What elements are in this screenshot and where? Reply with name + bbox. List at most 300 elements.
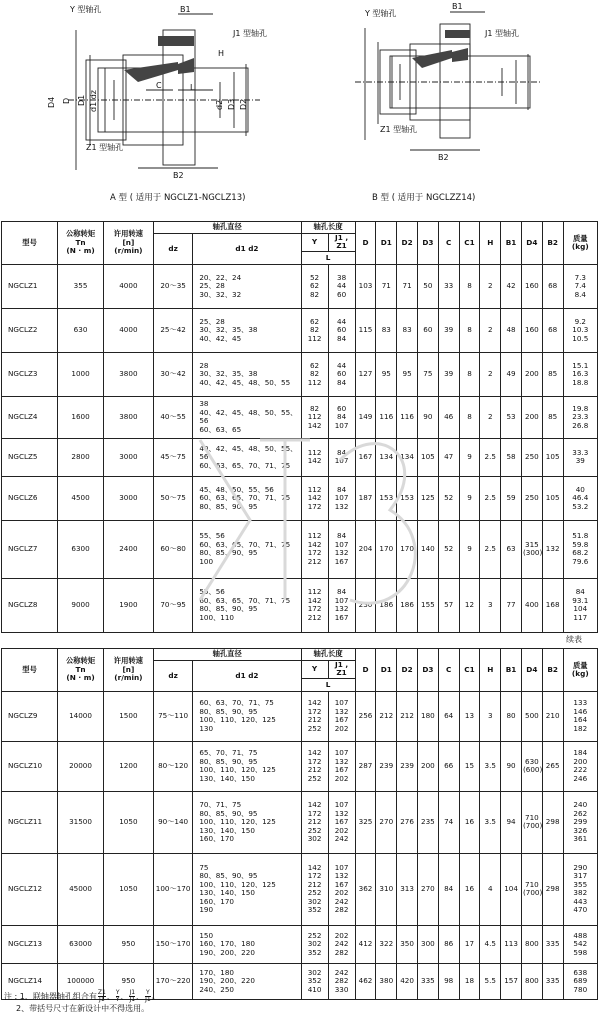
table-row	[2, 791, 598, 853]
cell-speed: 950	[103, 963, 153, 999]
col-D1: D1	[376, 222, 397, 265]
cell-B2: 105	[542, 476, 563, 520]
cell-D1: 270	[376, 791, 397, 853]
cell-torque: 20000	[58, 741, 104, 791]
col-D: D	[355, 222, 376, 265]
col-C: C	[438, 222, 459, 265]
table-1-body	[2, 264, 598, 632]
cell-D2: 420	[397, 963, 418, 999]
cell-D4: 315 (300)	[521, 520, 542, 578]
col-bore-dia: 轴孔直径	[153, 649, 301, 661]
table-row	[2, 308, 598, 352]
cell-C1: 8	[459, 352, 480, 396]
cell-dz: 20～35	[153, 264, 193, 308]
col-j1z1: J1 , Z1	[328, 661, 355, 679]
cell-D1: 239	[376, 741, 397, 791]
cell-D3: 200	[417, 741, 438, 791]
cell-D4: 160	[521, 264, 542, 308]
bore-combination-fraction: $\frac{Y}{Y}$	[115, 989, 120, 1003]
cell-j1z1: 202 242 282	[328, 925, 355, 963]
b-b2-label: B2	[438, 153, 449, 162]
cell-j1z1: 107 132 167 202	[328, 691, 355, 741]
col-d1d2: d1 d2	[193, 234, 301, 265]
table-row	[2, 853, 598, 925]
cell-j1z1: 242 282 330	[328, 963, 355, 999]
cell-speed: 3000	[103, 438, 153, 476]
cell-D3: 75	[417, 352, 438, 396]
cell-D1: 95	[376, 352, 397, 396]
cell-H: 3.5	[480, 791, 501, 853]
cell-D4: 200	[521, 352, 542, 396]
cell-d1d2: 150 160、170、180 190、200、220	[193, 925, 301, 963]
cell-y: 62 82 112	[301, 352, 328, 396]
cell-model: NGCLZ14	[2, 963, 58, 999]
cell-D3: 105	[417, 438, 438, 476]
cell-mass: 638 689 780	[563, 963, 597, 999]
cell-B2: 68	[542, 264, 563, 308]
cell-torque: 6300	[58, 520, 104, 578]
table-row	[2, 396, 598, 438]
col-l: L	[301, 678, 355, 691]
col-H: H	[480, 649, 501, 692]
cell-D2: 153	[397, 476, 418, 520]
cell-D1: 380	[376, 963, 397, 999]
cell-D: 362	[355, 853, 376, 925]
cell-model: NGCLZ4	[2, 396, 58, 438]
cell-j1z1: 107 132 167 202 242 282	[328, 853, 355, 925]
cell-H: 4	[480, 853, 501, 925]
col-C1: C1	[459, 649, 480, 692]
cell-D3: 140	[417, 520, 438, 578]
cell-H: 3	[480, 691, 501, 741]
cell-D1: 116	[376, 396, 397, 438]
cell-D: 412	[355, 925, 376, 963]
cell-D4: 250	[521, 476, 542, 520]
cell-mass: 290 317 355 382 443 470	[563, 853, 597, 925]
drawing-b-caption: B 型 ( 适用于 NGCLZZ14)	[372, 193, 476, 203]
b-j1-hole-label: J1 型轴孔	[485, 29, 519, 38]
cell-j1z1: 84 107	[328, 438, 355, 476]
cell-d1d2: 20、22、24 25、28 30、32、32	[193, 264, 301, 308]
cell-D4: 400	[521, 578, 542, 632]
cell-D3: 270	[417, 853, 438, 925]
cell-j1z1: 38 44 60	[328, 264, 355, 308]
table-row	[2, 691, 598, 741]
cell-D2: 313	[397, 853, 418, 925]
cell-H: 3	[480, 578, 501, 632]
cell-d1d2: 70、71、75 80、85、90、95 100、110、120、125 130、140、150 160、170	[193, 791, 301, 853]
coupling-drawing-a	[28, 0, 268, 205]
cell-D3: 125	[417, 476, 438, 520]
cell-B2: 68	[542, 308, 563, 352]
cell-D3: 235	[417, 791, 438, 853]
cell-model: NGCLZ6	[2, 476, 58, 520]
b-y-hole-label: Y 型轴孔	[365, 9, 397, 18]
d2-label: d2	[215, 99, 224, 110]
cell-C: 84	[438, 853, 459, 925]
note-1-combinations: $\frac{Z1}{J1}$ 、 $\frac{Y}{Y}$ 、 $\frac{J1}{J1}$ 、 $\frac{Y}{J1}$	[97, 989, 151, 1003]
cell-d1d2: 55、56 60、63、65、70、71、75 80、85、90、95 100	[193, 520, 301, 578]
cell-torque: 100000	[58, 963, 104, 999]
cell-y: 82 112 142	[301, 396, 328, 438]
cell-D2: 239	[397, 741, 418, 791]
cell-D4: 200	[521, 396, 542, 438]
cell-dz: 45～75	[153, 438, 193, 476]
cell-C1: 18	[459, 963, 480, 999]
cell-speed: 1200	[103, 741, 153, 791]
cell-D: 127	[355, 352, 376, 396]
cell-d1d2: 65、70、71、75 80、85、90、95 100、110、120、125 130、140、150	[193, 741, 301, 791]
cell-C1: 17	[459, 925, 480, 963]
cell-mass: 33.3 39	[563, 438, 597, 476]
col-torque: 公称转矩 Tn (N · m)	[58, 649, 104, 692]
col-torque: 公称转矩 Tn (N · m)	[58, 222, 104, 265]
cell-D4: 500	[521, 691, 542, 741]
drawing-a-caption: A 型 ( 适用于 NGCLZ1-NGCLZ13)	[110, 193, 246, 203]
cell-y: 112 142 172 212	[301, 578, 328, 632]
cell-speed: 4000	[103, 264, 153, 308]
coupling-drawing-b	[300, 0, 550, 205]
cell-C: 74	[438, 791, 459, 853]
d-label: D	[62, 97, 71, 104]
col-bore-dia: 轴孔直径	[153, 222, 301, 234]
col-C1: C1	[459, 222, 480, 265]
cell-model: NGCLZ12	[2, 853, 58, 925]
table-2-header	[2, 649, 598, 692]
d3-label: D3	[227, 98, 236, 110]
b2-label: B2	[173, 171, 184, 180]
cell-H: 2	[480, 308, 501, 352]
cell-d1d2: 60、63、70、71、75 80、85、90、95 100、110、120、125 130	[193, 691, 301, 741]
cell-torque: 45000	[58, 853, 104, 925]
cell-B1: 80	[501, 691, 522, 741]
cell-dz: 75～110	[153, 691, 193, 741]
cell-C1: 8	[459, 264, 480, 308]
cell-speed: 950	[103, 925, 153, 963]
cell-dz: 70～95	[153, 578, 193, 632]
cell-C1: 16	[459, 853, 480, 925]
cell-C: 66	[438, 741, 459, 791]
cell-D2: 212	[397, 691, 418, 741]
cell-C: 57	[438, 578, 459, 632]
cell-H: 2	[480, 352, 501, 396]
cell-y: 252 302 352	[301, 925, 328, 963]
cell-D3: 180	[417, 691, 438, 741]
col-C: C	[438, 649, 459, 692]
cell-speed: 3000	[103, 476, 153, 520]
cell-dz: 30～42	[153, 352, 193, 396]
cell-B1: 77	[501, 578, 522, 632]
col-D3: D3	[417, 649, 438, 692]
cell-D1: 186	[376, 578, 397, 632]
cell-model: NGCLZ1	[2, 264, 58, 308]
bore-combination-fraction: $\frac{J1}{J1}$	[129, 989, 136, 1003]
j1-hole-label: J1 型轴孔	[233, 29, 267, 38]
cell-j1z1: 60 84 107	[328, 396, 355, 438]
cell-C1: 13	[459, 691, 480, 741]
col-D1: D1	[376, 649, 397, 692]
cell-D4: 160	[521, 308, 542, 352]
cell-speed: 4000	[103, 308, 153, 352]
cell-dz: 40～55	[153, 396, 193, 438]
col-D: D	[355, 649, 376, 692]
cell-C1: 9	[459, 438, 480, 476]
table-row	[2, 476, 598, 520]
cell-D2: 186	[397, 578, 418, 632]
cell-d1d2: 38 40、42、45、48、50、55、56 60、63、65	[193, 396, 301, 438]
b1-label: B1	[180, 5, 191, 14]
cell-D1: 83	[376, 308, 397, 352]
cell-speed: 2400	[103, 520, 153, 578]
cell-mass: 15.1 16.3 18.8	[563, 352, 597, 396]
cell-mass: 488 542 598	[563, 925, 597, 963]
cell-D3: 335	[417, 963, 438, 999]
cell-D: 462	[355, 963, 376, 999]
cell-B2: 168	[542, 578, 563, 632]
cell-dz: 170～220	[153, 963, 193, 999]
cell-C: 52	[438, 476, 459, 520]
col-D4: D4	[521, 222, 542, 265]
cell-D1: 71	[376, 264, 397, 308]
cell-D: 204	[355, 520, 376, 578]
cell-model: NGCLZ13	[2, 925, 58, 963]
cell-d1d2: 28 30、32、35、38 40、42、45、48、50、55	[193, 352, 301, 396]
d2b-label: D2	[239, 98, 248, 110]
cell-D1: 212	[376, 691, 397, 741]
cell-B1: 58	[501, 438, 522, 476]
col-j1z1: J1 , Z1	[328, 234, 355, 252]
cell-torque: 9000	[58, 578, 104, 632]
notes	[4, 990, 160, 1014]
spec-table-2	[1, 648, 598, 1003]
cell-torque: 355	[58, 264, 104, 308]
cell-y: 112 142 172 212	[301, 520, 328, 578]
col-B2: B2	[542, 649, 563, 692]
cell-C: 39	[438, 308, 459, 352]
cell-C1: 8	[459, 396, 480, 438]
cell-D3: 155	[417, 578, 438, 632]
cell-D3: 300	[417, 925, 438, 963]
cell-model: NGCLZ3	[2, 352, 58, 396]
bore-combination-fraction: $\frac{Y}{J1}$	[145, 989, 151, 1003]
d4-label: D4	[47, 96, 56, 108]
cell-speed: 1500	[103, 691, 153, 741]
cell-D: 256	[355, 691, 376, 741]
cell-model: NGCLZ2	[2, 308, 58, 352]
cell-C: 33	[438, 264, 459, 308]
col-dz: dz	[153, 661, 193, 692]
cell-B1: 157	[501, 963, 522, 999]
cell-y: 142 172 212 252	[301, 691, 328, 741]
cell-D2: 95	[397, 352, 418, 396]
cell-B1: 42	[501, 264, 522, 308]
cell-mass: 40 46.4 53.2	[563, 476, 597, 520]
cell-model: NGCLZ10	[2, 741, 58, 791]
cell-B2: 210	[542, 691, 563, 741]
cell-dz: 150～170	[153, 925, 193, 963]
cell-C: 39	[438, 352, 459, 396]
y-hole-label: Y 型轴孔	[70, 5, 102, 14]
cell-D3: 50	[417, 264, 438, 308]
cell-D4: 800	[521, 963, 542, 999]
table-row	[2, 438, 598, 476]
cell-D: 287	[355, 741, 376, 791]
cell-H: 2.5	[480, 438, 501, 476]
col-y: Y	[301, 661, 328, 679]
cell-D4: 250	[521, 438, 542, 476]
cell-C1: 9	[459, 520, 480, 578]
cell-d1d2: 55、56 60、63、65、70、71、75 80、85、90、95 100、110	[193, 578, 301, 632]
cell-speed: 1050	[103, 791, 153, 853]
cell-torque: 1600	[58, 396, 104, 438]
cell-torque: 4500	[58, 476, 104, 520]
cell-j1z1: 44 60 84	[328, 308, 355, 352]
cell-D: 149	[355, 396, 376, 438]
cell-torque: 2800	[58, 438, 104, 476]
cell-D1: 153	[376, 476, 397, 520]
cell-H: 4.5	[480, 925, 501, 963]
cell-C: 47	[438, 438, 459, 476]
cell-B1: 48	[501, 308, 522, 352]
col-mass: 质量 (kg)	[563, 222, 597, 265]
cell-D1: 322	[376, 925, 397, 963]
cell-dz: 25～42	[153, 308, 193, 352]
col-speed: 许用转速 [n] (r/min)	[103, 222, 153, 265]
cell-D4: 710 (700)	[521, 853, 542, 925]
cell-D2: 350	[397, 925, 418, 963]
cell-C: 46	[438, 396, 459, 438]
cell-mass: 51.8 59.8 68.2 79.6	[563, 520, 597, 578]
cell-C1: 16	[459, 791, 480, 853]
cell-D4: 630 (600)	[521, 741, 542, 791]
z1-hole-label: Z1 型轴孔	[86, 143, 124, 152]
cell-mass: 84 93.1 104 117	[563, 578, 597, 632]
col-B1: B1	[501, 222, 522, 265]
cell-speed: 1900	[103, 578, 153, 632]
table-row	[2, 741, 598, 791]
cell-D4: 710 (700)	[521, 791, 542, 853]
cell-d1d2: 170、180 190、200、220 240、250	[193, 963, 301, 999]
cell-dz: 80～120	[153, 741, 193, 791]
cell-B2: 298	[542, 791, 563, 853]
cell-H: 5.5	[480, 963, 501, 999]
cell-D: 230	[355, 578, 376, 632]
cell-D: 167	[355, 438, 376, 476]
cell-B2: 265	[542, 741, 563, 791]
cell-j1z1: 84 107 132 167	[328, 520, 355, 578]
cell-C: 64	[438, 691, 459, 741]
col-bore-len: 轴孔长度	[301, 649, 355, 661]
cell-B2: 105	[542, 438, 563, 476]
cell-model: NGCLZ9	[2, 691, 58, 741]
cell-B1: 113	[501, 925, 522, 963]
h-label: H	[218, 49, 225, 58]
col-D3: D3	[417, 222, 438, 265]
cell-torque: 1000	[58, 352, 104, 396]
cell-D2: 276	[397, 791, 418, 853]
col-mass: 质量 (kg)	[563, 649, 597, 692]
cell-C: 98	[438, 963, 459, 999]
table-row	[2, 578, 598, 632]
col-y: Y	[301, 234, 328, 252]
cell-speed: 1050	[103, 853, 153, 925]
cell-d1d2: 25、28 30、32、35、38 40、42、45	[193, 308, 301, 352]
cell-dz: 90～140	[153, 791, 193, 853]
cell-H: 2.5	[480, 520, 501, 578]
cell-C: 86	[438, 925, 459, 963]
cell-B2: 335	[542, 925, 563, 963]
cell-speed: 3800	[103, 396, 153, 438]
cell-mass: 9.2 10.3 10.5	[563, 308, 597, 352]
cell-H: 2.5	[480, 476, 501, 520]
cell-y: 62 82 112	[301, 308, 328, 352]
cell-D: 115	[355, 308, 376, 352]
cell-mass: 7.3 7.4 8.4	[563, 264, 597, 308]
col-speed: 许用转速 [n] (r/min)	[103, 649, 153, 692]
cell-y: 142 172 212 252 302 352	[301, 853, 328, 925]
cell-B2: 298	[542, 853, 563, 925]
cell-torque: 63000	[58, 925, 104, 963]
cell-C: 52	[438, 520, 459, 578]
cell-D2: 71	[397, 264, 418, 308]
c-label: C	[156, 81, 162, 90]
cell-D2: 170	[397, 520, 418, 578]
cell-H: 2	[480, 264, 501, 308]
col-B2: B2	[542, 222, 563, 265]
cell-D2: 83	[397, 308, 418, 352]
col-H: H	[480, 222, 501, 265]
cell-H: 2	[480, 396, 501, 438]
cell-speed: 3800	[103, 352, 153, 396]
cell-y: 112 142 172	[301, 476, 328, 520]
col-D2: D2	[397, 222, 418, 265]
col-model: 型号	[2, 222, 58, 265]
cell-B1: 63	[501, 520, 522, 578]
col-B1: B1	[501, 649, 522, 692]
cell-D3: 60	[417, 308, 438, 352]
col-d1d2: d1 d2	[193, 661, 301, 692]
cell-dz: 50～75	[153, 476, 193, 520]
cell-C1: 12	[459, 578, 480, 632]
cell-d1d2: 75 80、85、90、95 100、110、120、125 130、140、150 160、170 190	[193, 853, 301, 925]
cell-D2: 116	[397, 396, 418, 438]
cell-B2: 335	[542, 963, 563, 999]
table-row	[2, 520, 598, 578]
continued-label: 续表	[566, 635, 582, 644]
cell-B2: 85	[542, 352, 563, 396]
table-1-header	[2, 222, 598, 265]
cell-dz: 100～170	[153, 853, 193, 925]
cell-B1: 104	[501, 853, 522, 925]
spec-table-1	[1, 221, 598, 633]
col-bore-len: 轴孔长度	[301, 222, 355, 234]
cell-torque: 14000	[58, 691, 104, 741]
cell-B1: 59	[501, 476, 522, 520]
note-2: 2、带括号尺寸在新设计中不得选用。	[16, 1004, 150, 1013]
cell-torque: 630	[58, 308, 104, 352]
cell-mass: 133 146 164 182	[563, 691, 597, 741]
col-D4: D4	[521, 649, 542, 692]
cell-D1: 134	[376, 438, 397, 476]
cell-y: 142 172 212 252	[301, 741, 328, 791]
col-D2: D2	[397, 649, 418, 692]
cell-model: NGCLZ7	[2, 520, 58, 578]
cell-B2: 132	[542, 520, 563, 578]
cell-model: NGCLZ8	[2, 578, 58, 632]
cell-d1d2: 45、48、50、55、56 60、63、65、70、71、75 80、85、90、95	[193, 476, 301, 520]
cell-d1d2: 40、42、45、48、50、55、56 60、63、65、70、71、75	[193, 438, 301, 476]
note-1: 注 : 1、联轴器轴孔组合有 $\frac{Z1}{J1}$ 、 $\frac{Y}{Y}$ 、 $\frac{J1}{J1}$ 、 $\frac{Y}{J1}$ 。	[4, 989, 160, 1003]
